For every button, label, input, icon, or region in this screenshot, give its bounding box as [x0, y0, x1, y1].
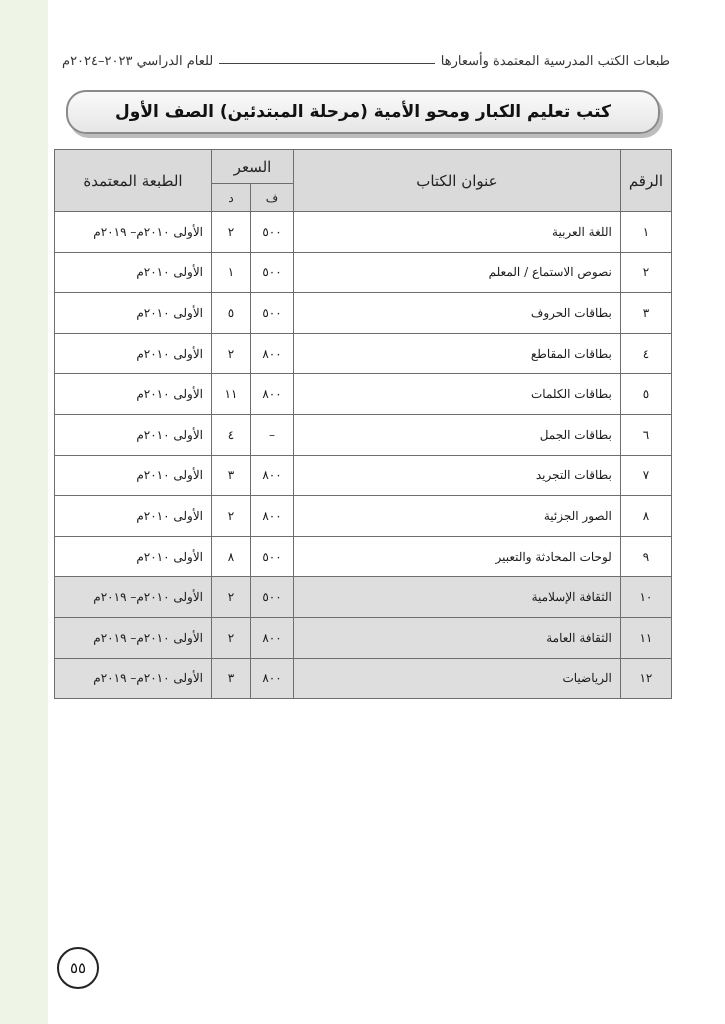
row-number: ٧ — [620, 455, 671, 496]
row-price-d: ٤ — [212, 414, 251, 455]
row-price-d: ٢ — [212, 577, 251, 618]
row-number: ٦ — [620, 414, 671, 455]
row-price-d: ٢ — [212, 496, 251, 537]
header-price-d: د — [212, 184, 251, 212]
row-price-f: ٨٠٠ — [251, 333, 294, 374]
row-number: ٥ — [620, 374, 671, 415]
row-number: ١ — [620, 212, 671, 253]
row-title: اللغة العربية — [294, 212, 621, 253]
table-row — [55, 536, 672, 577]
row-price-f: ٥٠٠ — [251, 293, 294, 334]
header-rule — [219, 63, 435, 64]
row-title: بطاقات الحروف — [294, 293, 621, 334]
row-number: ١٠ — [620, 577, 671, 618]
header-title-col: عنوان الكتاب — [294, 150, 621, 212]
table-row — [55, 455, 672, 496]
row-edition: الأولى ٢٠١٠م — [55, 455, 212, 496]
row-edition: الأولى ٢٠١٠م– ٢٠١٩م — [55, 577, 212, 618]
row-price-d: ١ — [212, 252, 251, 293]
books-table — [54, 149, 672, 699]
header-title: طبعات الكتب المدرسية المعتمدة وأسعارها — [440, 53, 670, 69]
row-price-d: ١١ — [212, 374, 251, 415]
row-number: ١١ — [620, 617, 671, 658]
row-number: ٢ — [620, 252, 671, 293]
row-price-d: ٢ — [212, 212, 251, 253]
row-price-d: ٢ — [212, 617, 251, 658]
header-price: السعر — [212, 150, 294, 184]
row-title: الصور الجزئية — [294, 496, 621, 537]
table-row — [55, 212, 672, 253]
row-price-d: ٣ — [212, 658, 251, 699]
table-row — [55, 293, 672, 334]
row-edition: الأولى ٢٠١٠م– ٢٠١٩م — [55, 617, 212, 658]
row-price-f: – — [251, 414, 294, 455]
header-price-f: ف — [251, 184, 294, 212]
row-number: ٩ — [620, 536, 671, 577]
row-edition: الأولى ٢٠١٠م — [55, 374, 212, 415]
row-edition: الأولى ٢٠١٠م — [55, 252, 212, 293]
table-row — [55, 252, 672, 293]
row-price-f: ٥٠٠ — [251, 536, 294, 577]
table-row — [55, 414, 672, 455]
row-edition: الأولى ٢٠١٠م — [55, 414, 212, 455]
row-price-f: ٨٠٠ — [251, 455, 294, 496]
row-title: الثقافة الإسلامية — [294, 577, 621, 618]
row-price-f: ٨٠٠ — [251, 617, 294, 658]
row-price-f: ٥٠٠ — [251, 212, 294, 253]
row-title: لوحات المحادثة والتعبير — [294, 536, 621, 577]
row-price-f: ٥٠٠ — [251, 577, 294, 618]
row-number: ١٢ — [620, 658, 671, 699]
page-number — [57, 947, 99, 989]
row-number: ٣ — [620, 293, 671, 334]
row-edition: الأولى ٢٠١٠م — [55, 293, 212, 334]
row-number: ٤ — [620, 333, 671, 374]
section-banner — [66, 90, 660, 134]
row-edition: الأولى ٢٠١٠م — [55, 536, 212, 577]
banner-title: كتب تعليم الكبار ومحو الأمية (مرحلة المبتدئين) الصف الأول — [115, 102, 611, 122]
table-row — [55, 496, 672, 537]
table-row — [55, 374, 672, 415]
running-header — [62, 50, 670, 72]
page-number-text: ٥٥ — [69, 959, 87, 977]
row-edition: الأولى ٢٠١٠م– ٢٠١٩م — [55, 658, 212, 699]
row-price-f: ٨٠٠ — [251, 496, 294, 537]
row-title: بطاقات الجمل — [294, 414, 621, 455]
row-title: نصوص الاستماع / المعلم — [294, 252, 621, 293]
side-strip — [0, 0, 48, 1024]
row-number: ٨ — [620, 496, 671, 537]
row-price-f: ٨٠٠ — [251, 658, 294, 699]
table-row — [55, 617, 672, 658]
row-price-f: ٥٠٠ — [251, 252, 294, 293]
row-price-f: ٨٠٠ — [251, 374, 294, 415]
row-title: بطاقات المقاطع — [294, 333, 621, 374]
row-title: الثقافة العامة — [294, 617, 621, 658]
row-title: بطاقات الكلمات — [294, 374, 621, 415]
table-row — [55, 333, 672, 374]
table-row — [55, 577, 672, 618]
row-price-d: ٨ — [212, 536, 251, 577]
row-price-d: ٣ — [212, 455, 251, 496]
row-edition: الأولى ٢٠١٠م — [55, 496, 212, 537]
row-edition: الأولى ٢٠١٠م — [55, 333, 212, 374]
row-price-d: ٢ — [212, 333, 251, 374]
row-edition: الأولى ٢٠١٠م– ٢٠١٩م — [55, 212, 212, 253]
header-year: للعام الدراسي ٢٠٢٣–٢٠٢٤م — [62, 53, 214, 69]
header-edition: الطبعة المعتمدة — [55, 150, 212, 212]
row-title: بطاقات التجريد — [294, 455, 621, 496]
row-title: الرياضيات — [294, 658, 621, 699]
header-number: الرقم — [620, 150, 671, 212]
table-row — [55, 658, 672, 699]
row-price-d: ٥ — [212, 293, 251, 334]
